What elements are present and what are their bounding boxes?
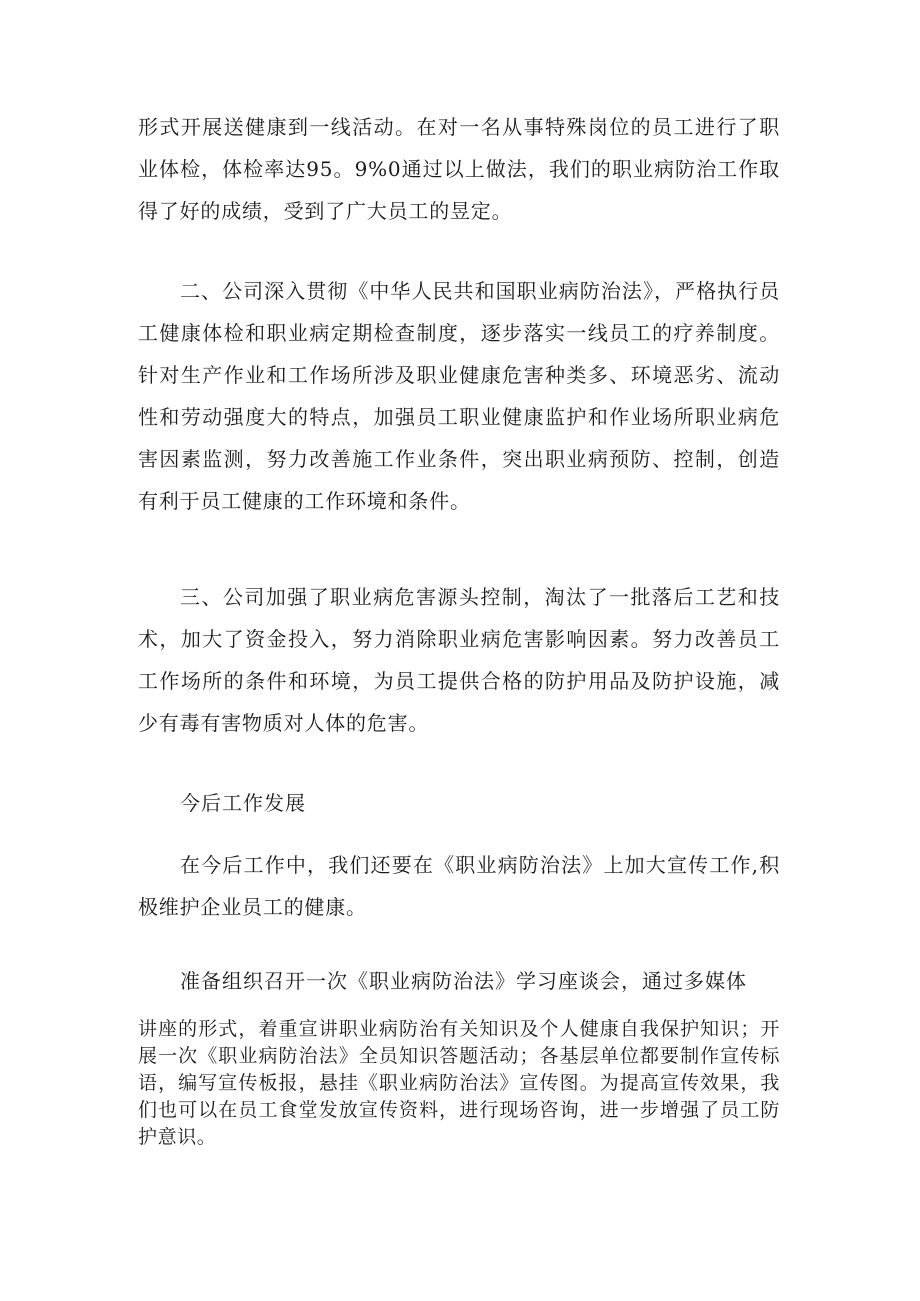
paragraph-publicity-plan: 讲座的形式，着重宣讲职业病防治有关知识及个人健康自我保护知识；开展一次《职业病防治法》全员知识答题活动；各基层单位都要制作宣传标语，编写宣传板报，悬挂《职业病防治法》宣传图。为提高宣传效果，我们也可以在员工食堂发放宣传资料，进行现场咨询，进一步增强了员工防护意识。 — [138, 1018, 780, 1148]
paragraph-health-activity: 形式开展送健康到一线活动。在对一名从事特殊岗位的员工进行了职业体检，体检率达95。9%0通过以上做法，我们的职业病防治工作取得了好的成绩，受到了广大员工的昱定。 — [138, 115, 780, 223]
paragraph-future-work: 在今后工作中，我们还要在《职业病防治法》上加大宣传工作,积极维护企业员工的健康。 — [138, 853, 780, 919]
paragraph-section-three: 三、公司加强了职业病危害源头控制，淘汰了一批落后工艺和技术，加大了资金投入，努力消除职业病危害影响因素。努力改善员工工作场所的条件和环境，为员工提供合格的防护用品及防护设施，减少有毒有害物质对人体的危害。 — [138, 585, 780, 735]
paragraph-section-two: 二、公司深入贯彻《中华人民共和国职业病防治法》，严格执行员工健康体检和职业病定期检查制度，逐步落实一线员工的疗养制度。针对生产作业和工作场所涉及职业健康危害种类多、环境恶劣、流动性和劳动强度大的特点，加强员工职业健康监护和作业场所职业病危害因素监测，努力改善施工作业条件，突出职业病预防、控制，创造有利于员工健康的工作环境和条件。 — [138, 279, 780, 513]
paragraph-seminar-plan: 准备组织召开一次《职业病防治法》学习座谈会，通过多媒体 — [180, 969, 747, 993]
heading-future-work: 今后工作发展 — [180, 791, 306, 815]
